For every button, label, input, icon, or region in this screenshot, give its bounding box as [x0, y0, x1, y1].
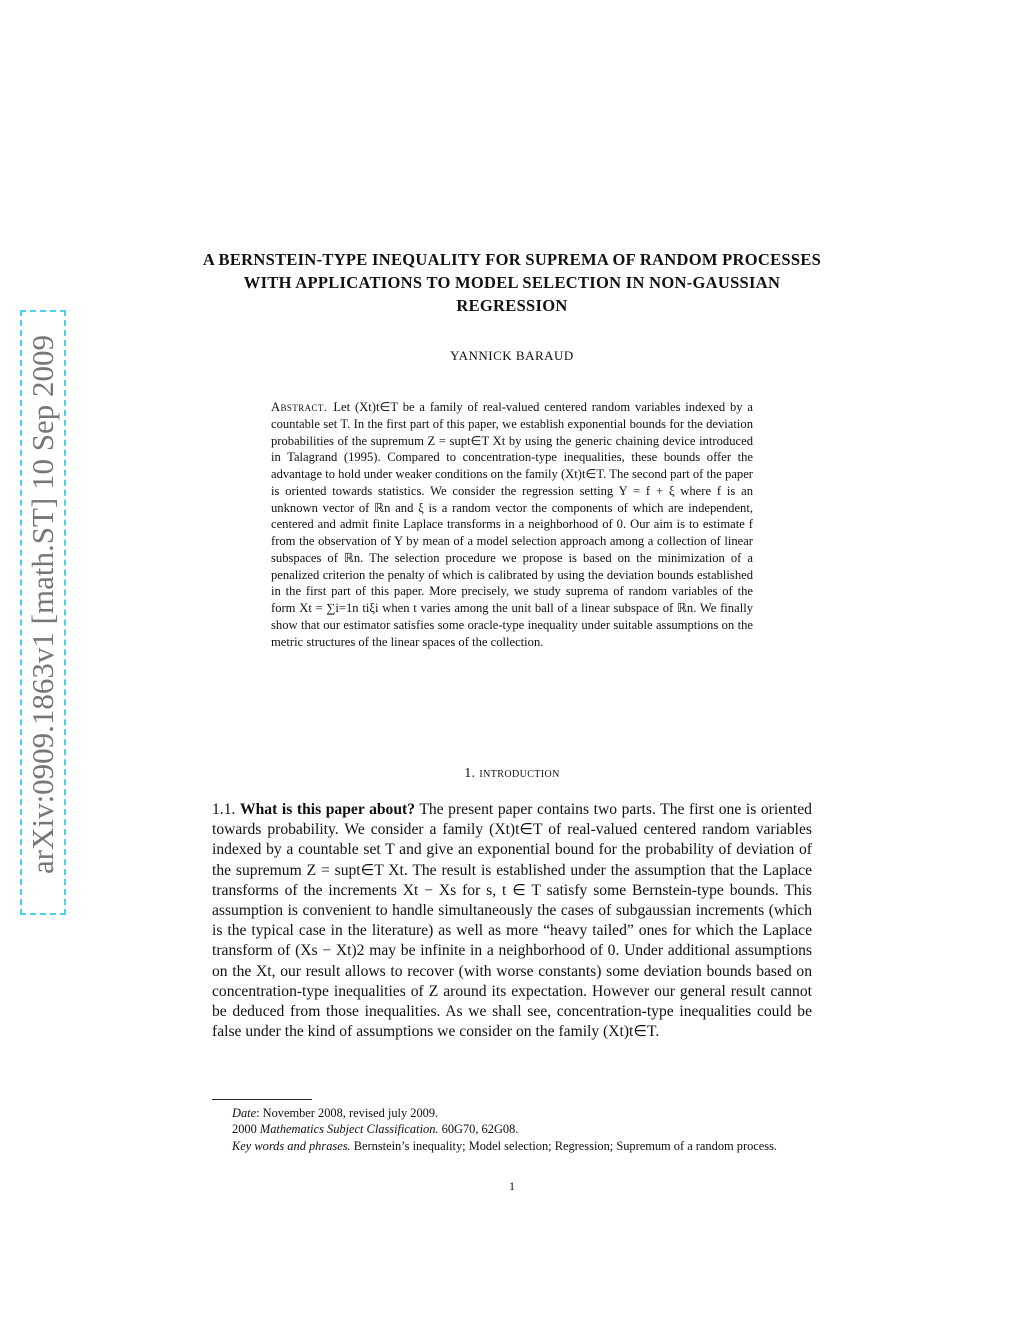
abstract-label: Abstract. [271, 400, 328, 414]
date-text: : November 2008, revised july 2009. [256, 1106, 439, 1120]
subsection-text: The present paper contains two parts. The first one is oriented towards probability. We consider a family (Xt)t∈T of real-valued centered random variables indexed by a countable set T and give an exponential bound for the probability of deviation of the supremum Z = supt∈T Xt. The result is established under the assumption that the Laplace transforms of the increments Xt − Xs for s, t ∈ T satisfy some Bernstein-type bounds. This assumption is convenient to handle simultaneously the cases of subgaussian increments (which is the typical case in the literature) as well as more “heavy tailed” ones for which the Laplace transform of (Xs − Xt)2 may be infinite in a neighborhood of 0. Under additional assumptions on the Xt, our result allows to recover (with worse constants) some deviation bounds based on concentration-type inequalities of Z around its expectation. However our general result cannot be deduced from those inequalities. As we shall see, concentration-type inequalities could be false under the kind of assumptions we consider on the family (Xt)t∈T. [212, 801, 812, 1041]
arxiv-stamp: arXiv:0909.1863v1 [math.ST] 10 Sep 2009 [25, 335, 60, 875]
footnote-msc [212, 1121, 812, 1137]
author: YANNICK BARAUD [450, 348, 574, 363]
abstract [271, 399, 753, 650]
page-number: 1 [509, 1179, 515, 1193]
section-heading [200, 766, 824, 782]
paper-title: A BERNSTEIN-TYPE INEQUALITY FOR SUPREMA OF RANDOM PROCESSES WITH APPLICATIONS TO MODEL SELECTION IN NON-GAUSSIAN REGRESSION [202, 250, 822, 315]
section-title: introduction [479, 766, 560, 781]
msc-text: 60G70, 62G08. [441, 1122, 519, 1137]
msc-label: Mathematics Subject Classification. [259, 1122, 439, 1137]
footnote-rule [212, 1099, 312, 1100]
footnotes [212, 1105, 812, 1154]
abstract-text: Let (Xt)t∈T be a family of real-valued centered random variables indexed by a countable set T. In the first part of this paper, we establish exponential bounds for the deviation probabilities of the supremum Z = supt∈T Xt by using the generic chaining device introduced in Talagrand (1995). Compared to concentration-type inequalities, these bounds offer the advantage to hold under weaker conditions on the family (Xt)t∈T. The second part of the paper is oriented towards statistics. We consider the regression setting Y = f + ξ where f is an unknown vector of ℝn and ξ is a random vector the components of which are independent, centered and admit finite Laplace transforms in a neighborhood of 0. Our aim is to estimate f from the observation of Y by mean of a model selection approach among a collection of linear subspaces of ℝn. The selection procedure we propose is based on the minimization of a penalized criterion the penalty of which is calibrated by using the deviation bounds established in the first part of this paper. More precisely, we study suprema of random variables of the form Xt = ∑i=1n tiξi when t varies among the unit ball of a linear subspace of ℝn. We finally show that our estimator satisfies some oracle-type inequality under suitable assumptions on the metric structures of the linear spaces of the collection. [271, 400, 753, 649]
msc-prefix: 2000 [232, 1122, 257, 1137]
subsection-number: 1.1. [212, 801, 236, 818]
subsection-paragraph [212, 800, 812, 1042]
subsection-title: What is this paper about? [240, 801, 415, 818]
footnote-date [212, 1105, 812, 1121]
date-label: Date [232, 1106, 257, 1120]
keywords-text: Bernstein’s inequality; Model selection; Regression; Supremum of a random process. [353, 1138, 778, 1153]
keywords-label: Key words and phrases. [232, 1138, 351, 1153]
section-number: 1. [464, 766, 476, 781]
footnote-keywords [212, 1138, 812, 1154]
